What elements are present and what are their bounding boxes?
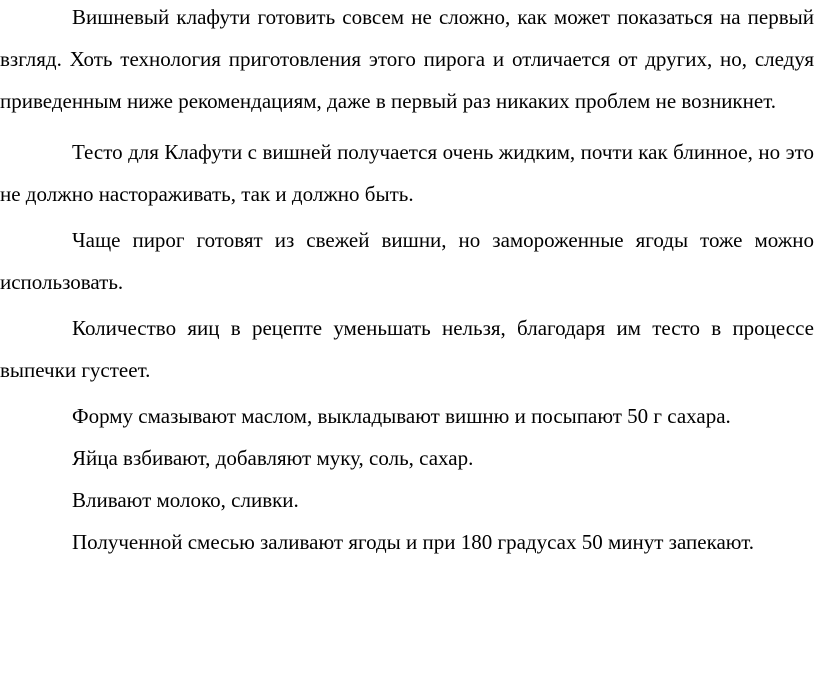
paragraph-step-bake: Полученной смесью заливают ягоды и при 180 градусах 50 минут запекают.	[72, 530, 755, 554]
paragraph-cherries: Чаще пирог готовят из свежей вишни, но замороженные ягоды тоже можно использовать.	[0, 228, 814, 294]
paragraph-batter: Тесто для Клафути с вишней получается очень жидким, почти как блинное, но это не должно настораживать, так и должно быть.	[0, 140, 814, 206]
paragraph-step-milk: Вливают молоко, сливки.	[72, 488, 299, 512]
paragraph-eggs: Количество яиц в рецепте уменьшать нельзя, благодаря им тесто в процессе выпечки густеет.	[0, 316, 814, 382]
paragraph-intro: Вишневый клафути готовить совсем не сложно, как может показаться на первый взгляд. Хоть технология приготовления этого пирога и отличается от других, но, следуя приведенным ниже рекомендациям, даже в первый раз никаких проблем не возникнет.	[0, 5, 814, 113]
paragraph-step-form: Форму смазывают маслом, выкладывают вишню и посыпают 50 г сахара.	[72, 404, 731, 428]
paragraph-step-whisk: Яйца взбивают, добавляют муку, соль, сахар.	[72, 446, 474, 470]
